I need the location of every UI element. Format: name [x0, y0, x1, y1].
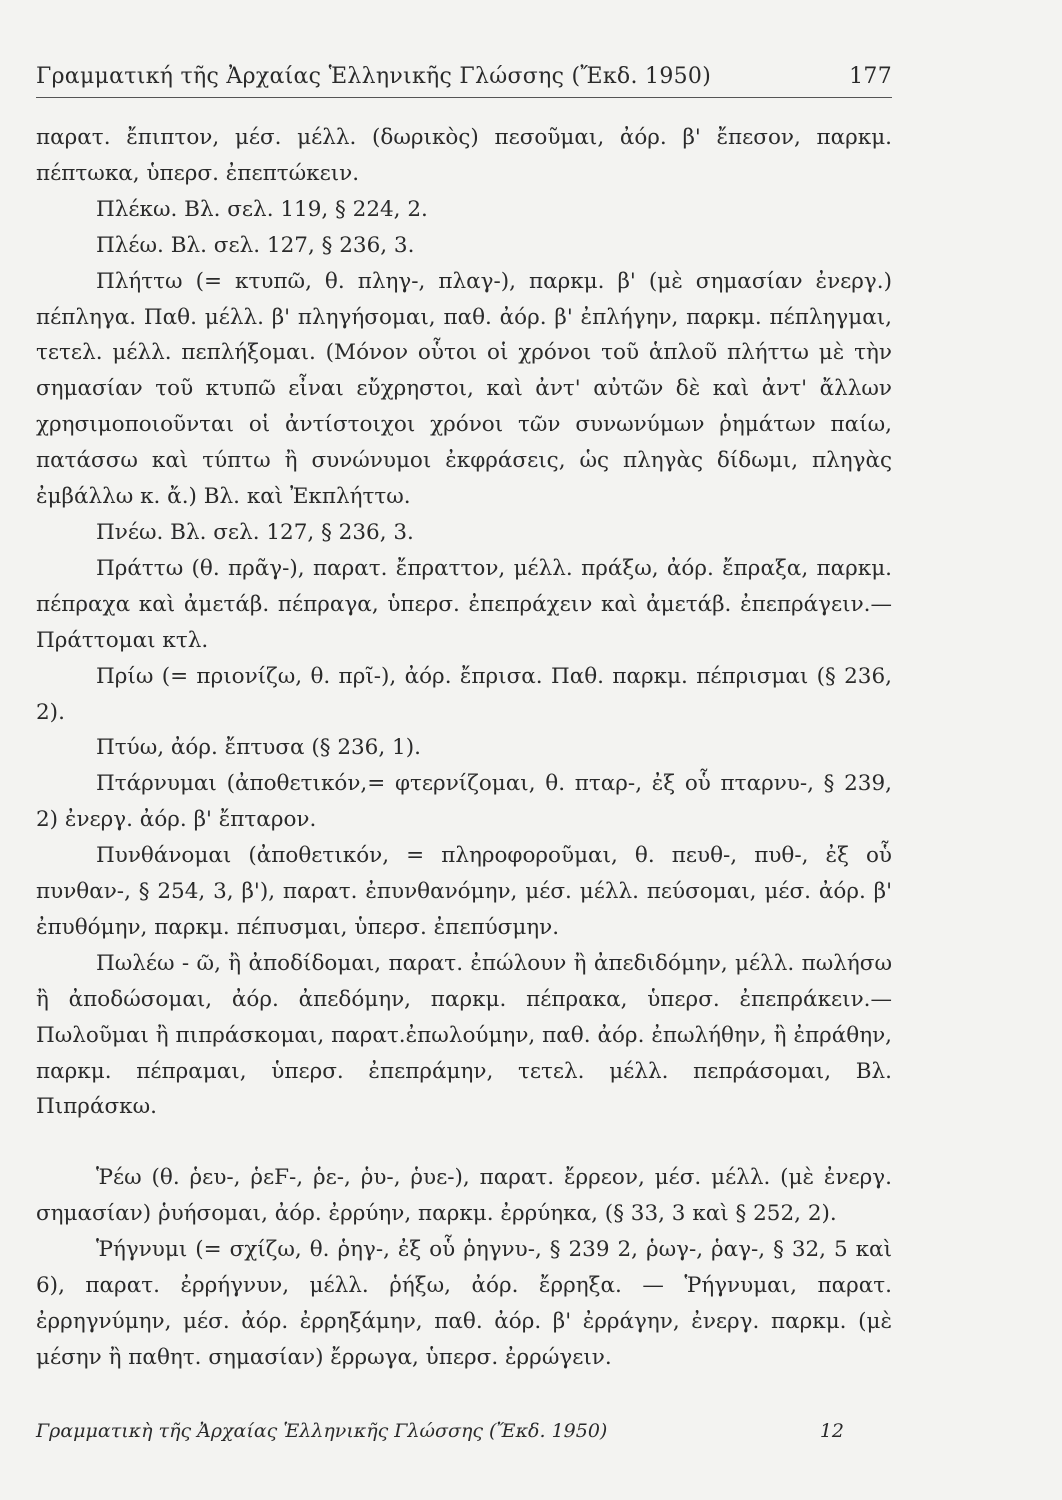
- entry-reo: Ῥέω (θ. ῥευ-, ῥεϜ-, ῥε-, ῥυ-, ῥυε-), παρατ. ἔρρεον, μέσ. μέλλ. (μὲ ἐνεργ. σημασίαν) ῥυήσομαι, ἀόρ. ἐρρύην, παρκμ. ἐρρύηκα, (§ 33, 3 καὶ § 252, 2).: [36, 1165, 892, 1227]
- entry-poleo: Πωλέω - ῶ, ἢ ἀποδίδομαι, παρατ. ἐπώλουν ἢ ἀπεδιδόμην, μέλλ. πωλήσω ἢ ἀποδώσομαι, ἀόρ. ἀπεδόμην, παρκμ. πέπρακα, ὑπερσ. ἐπεπράκειν.—Πωλοῦμαι ἢ πιπράσκομαι, παρατ.ἐπωλούμην, παθ. ἀόρ. ἐπωλήθην, ἢ ἐπράθην, παρκμ. πέπραμαι, ὑπερσ. ἐπεπράμην, τετελ. μέλλ. πεπράσομαι, Βλ. Πιπράσκω.: [36, 950, 892, 1120]
- footer-signature-line: [36, 1420, 856, 1442]
- entry-pleko: Πλέκω. Βλ. σελ. 119, § 224, 2.: [96, 196, 428, 222]
- entry-plitto: Πλήττω (= κτυπῶ, θ. πληγ-, πλαγ-), παρκμ. β' (μὲ σημασίαν ἐνεργ.) πέπληγα. Παθ. μέλλ. β' πληγήσομαι, παθ. ἀόρ. β' ἐπλήγην, παρκμ. πέπληγμαι, τετελ. μέλλ. πεπλήξομαι. (Μόνον οὗτοι οἱ χρόνοι τοῦ ἁπλοῦ πλήττω μὲ τὴν σημασίαν τοῦ κτυπῶ εἶναι εὔχρηστοι, καὶ ἀντ' αὐτῶν δὲ καὶ ἀντ' ἄλλων χρησιμοποιοῦνται οἱ ἀντίστοιχοι χρόνοι τῶν συνωνύμων ῥημάτων παίω, πατάσσω καὶ τύπτω ἢ συνώνυμοι ἐκφράσεις, ὡς πληγὰς δίδωμι, πληγὰς ἐμβάλλω κ. ἄ.) Βλ. καὶ Ἐκπλήττω.: [36, 268, 892, 510]
- signature-mark: 12: [819, 1420, 844, 1442]
- entry-pynthanomai: Πυνθάνομαι (ἀποθετικόν, = πληροφοροῦμαι, θ. πευθ-, πυθ-, ἐξ οὗ πυνθαν-, § 254, 3, β'), παρατ. ἐπυνθανόμην, μέσ. μέλλ. πεύσομαι, μέσ. ἀόρ. β' ἐπυθόμην, παρκμ. πέπυσμαι, ὑπερσ. ἐπεπύσμην.: [36, 843, 892, 940]
- page-number: 177: [849, 64, 892, 89]
- body-text: [36, 120, 892, 1376]
- entry-pleo: Πλέω. Βλ. σελ. 127, § 236, 3.: [96, 232, 415, 258]
- entry-prio: Πρίω (= πριονίζω, θ. πρῖ-), ἀόρ. ἔπρισα. Παθ. παρκμ. πέπρισμαι (§ 236, 2).: [36, 663, 892, 725]
- footer-title: Γραμματικὴ τῆς Ἀρχαίας Ἑλληνικῆς Γλώσσης (Ἔκδ. 1950): [36, 1420, 608, 1442]
- entry-ptyo: Πτύω, ἀόρ. ἔπτυσα (§ 236, 1).: [96, 735, 421, 761]
- entry-continuation: παρατ. ἔπιπτον, μέσ. μέλλ. (δωρικὸς) πεσοῦμαι, ἀόρ. β' ἔπεσον, παρκμ. πέπτωκα, ὑπερσ. ἐπεπτώκειν.: [36, 125, 892, 186]
- entry-rhegnymi: Ῥήγνυμι (= σχίζω, θ. ῥηγ-, ἐξ οὗ ῥηγνυ-, § 239 2, ῥωγ-, ῥαγ-, § 32, 5 καὶ 6), παρατ. ἐρρήγνυν, μέλλ. ῥήξω, ἀόρ. ἔρρηξα. — Ῥήγνυμαι, παρατ. ἐρρηγνύμην, μέσ. ἀόρ. ἐρρηξάμην, παθ. ἀόρ. β' ἐρράγην, ἐνεργ. παρκμ. (μὲ μέσην ἢ παθητ. σημασίαν) ἔρρωγα, ὑπερσ. ἐρρώγειν.: [36, 1237, 892, 1370]
- header-title: Γραμματική τῆς Ἀρχαίας Ἑλληνικῆς Γλώσσης (Ἔκδ. 1950): [36, 64, 712, 89]
- entry-ptarnymai: Πτάρνυμαι (ἀποθετικόν,= φτερνίζομαι, θ. πταρ-, ἐξ οὗ πταρνυ-, § 239, 2) ἐνεργ. ἀόρ. β' ἔπταρον.: [36, 771, 892, 833]
- entry-pratto: Πράττω (θ. πρᾶγ-), παρατ. ἔπραττον, μέλλ. πράξω, ἀόρ. ἔπραξα, παρκμ. πέπραχα καὶ ἀμετάβ. πέπραγα, ὑπερσ. ἐπεπράχειν καὶ ἀμετάβ. ἐπεπράγειν.—Πράττομαι κτλ.: [36, 555, 892, 653]
- entry-pneo: Πνέω. Βλ. σελ. 127, § 236, 3.: [96, 519, 414, 545]
- running-header: [36, 64, 892, 98]
